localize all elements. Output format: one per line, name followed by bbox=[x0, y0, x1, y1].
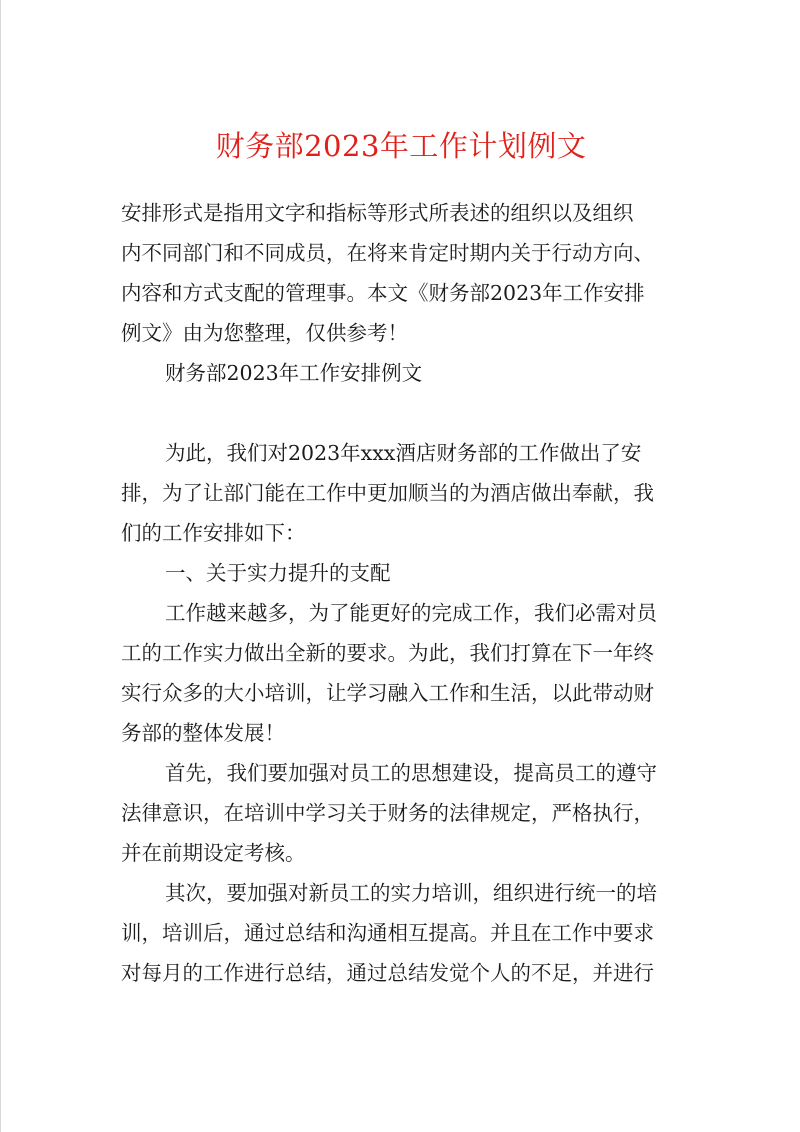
body-line: 其次，要加强对新员工的实力培训，组织进行统一的培 bbox=[165, 881, 657, 905]
body-line: 排，为了让部门能在工作中更加顺当的为酒店做出奉献，我 bbox=[121, 481, 654, 505]
blank-line bbox=[121, 393, 691, 433]
body-line: 工作越来越多，为了能更好的完成工作，我们必需对员 bbox=[165, 601, 657, 625]
document-title: 财务部2023年工作计划例文 bbox=[215, 129, 587, 163]
body-line: 工的工作实力做出全新的要求。为此，我们打算在下一年终 bbox=[121, 641, 654, 665]
document-body bbox=[121, 193, 691, 993]
body-line: 例文》由为您整理，仅供参考！ bbox=[121, 321, 408, 345]
body-line: 训，培训后，通过总结和沟通相互提高。并且在工作中要求 bbox=[121, 921, 654, 945]
body-line: 实行众多的大小培训，让学习融入工作和生活，以此带动财 bbox=[121, 681, 654, 705]
body-line: 并在前期设定考核。 bbox=[121, 841, 306, 865]
body-line: 为此，我们对2023年xxx酒店财务部的工作做出了安 bbox=[165, 441, 642, 465]
section-heading: 财务部2023年工作安排例文 bbox=[165, 361, 423, 385]
body-line: 内容和方式支配的管理事。本文《财务部2023年工作安排 bbox=[121, 281, 645, 305]
body-line: 对每月的工作进行总结，通过总结发觉个人的不足，并进行 bbox=[121, 961, 654, 985]
body-line: 务部的整体发展！ bbox=[121, 721, 285, 745]
body-line: 内不同部门和不同成员，在将来肯定时期内关于行动方向、 bbox=[121, 241, 654, 265]
body-line: 们的工作安排如下： bbox=[121, 521, 306, 545]
body-line: 法律意识，在培训中学习关于财务的法律规定，严格执行， bbox=[121, 801, 654, 825]
subsection-heading: 一、关于实力提升的支配 bbox=[165, 561, 391, 585]
body-line: 安排形式是指用文字和指标等形式所表述的组织以及组织 bbox=[121, 201, 634, 225]
body-line: 首先，我们要加强对员工的思想建设，提高员工的遵守 bbox=[165, 761, 657, 785]
